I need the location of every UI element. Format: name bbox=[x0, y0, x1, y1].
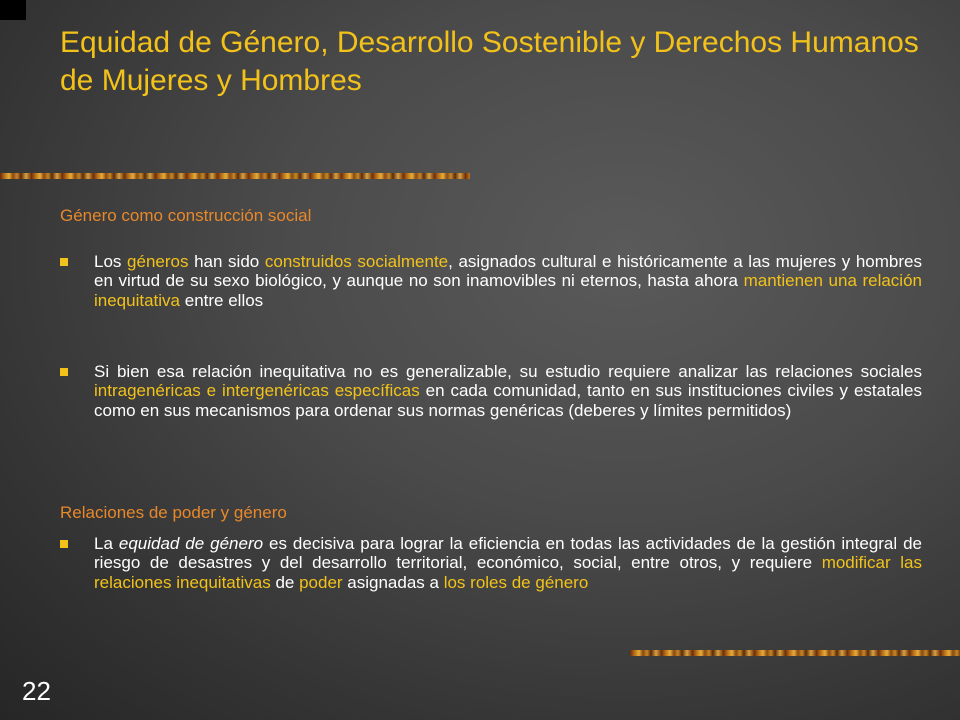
bullet-text: Los géneros han sido construidos socialmente, asignados cultural e históricamente a las mujeres y hombres en virtud de su sexo biológico, y aunque no son inamovibles ni eternos, hasta ahora mantienen una relación inequitativa entre ellos bbox=[94, 252, 922, 310]
highlight-text: mantienen una relación inequitativa bbox=[94, 271, 922, 310]
highlight-text: modificar las relaciones inequitativas bbox=[94, 553, 922, 592]
slide-title: Equidad de Género, Desarrollo Sostenible y Derechos Humanos de Mujeres y Hombres bbox=[60, 26, 919, 97]
highlight-text: intragenéricas e intergenéricas específicas bbox=[94, 381, 420, 401]
decorative-divider-bottom bbox=[630, 650, 960, 656]
corner-block bbox=[0, 0, 26, 20]
highlight-text: construidos socialmente bbox=[264, 252, 449, 271]
highlight-text: los roles de género bbox=[443, 572, 589, 592]
emphasis-text: equidad de género bbox=[118, 534, 264, 553]
square-bullet-icon bbox=[60, 540, 68, 548]
bullet-item-genders-constructed bbox=[60, 252, 922, 310]
section-heading-social-construction: Género como construcción social bbox=[60, 206, 312, 225]
bullet-text: La equidad de género es decisiva para lograr la eficiencia en todas las actividades de la gestión integral de riesgo de desastres y del desarrollo territorial, económico, social, entre otros, y requiere modificar las relaciones inequitativas de poder asignadas a los roles de género bbox=[94, 534, 923, 592]
bullet-item-inequitable-relation bbox=[60, 362, 922, 420]
square-bullet-icon bbox=[60, 258, 68, 266]
bullet-item-gender-equity bbox=[60, 534, 922, 592]
bullet-text: Si bien esa relación inequitativa no es generalizable, su estudio requiere analizar las relaciones sociales intragenéricas e intergenéricas específicas en cada comunidad, tanto en sus instituciones civiles y estatales como en sus mecanismos para ordenar sus normas genéricas (deberes y límites permitidos) bbox=[94, 362, 922, 420]
square-bullet-icon bbox=[60, 368, 68, 376]
highlight-text: géneros bbox=[127, 252, 189, 271]
page-number: 22 bbox=[22, 676, 51, 706]
section-heading-power-relations: Relaciones de poder y género bbox=[60, 503, 287, 522]
highlight-text: poder bbox=[299, 572, 343, 592]
decorative-divider-top bbox=[0, 173, 470, 179]
